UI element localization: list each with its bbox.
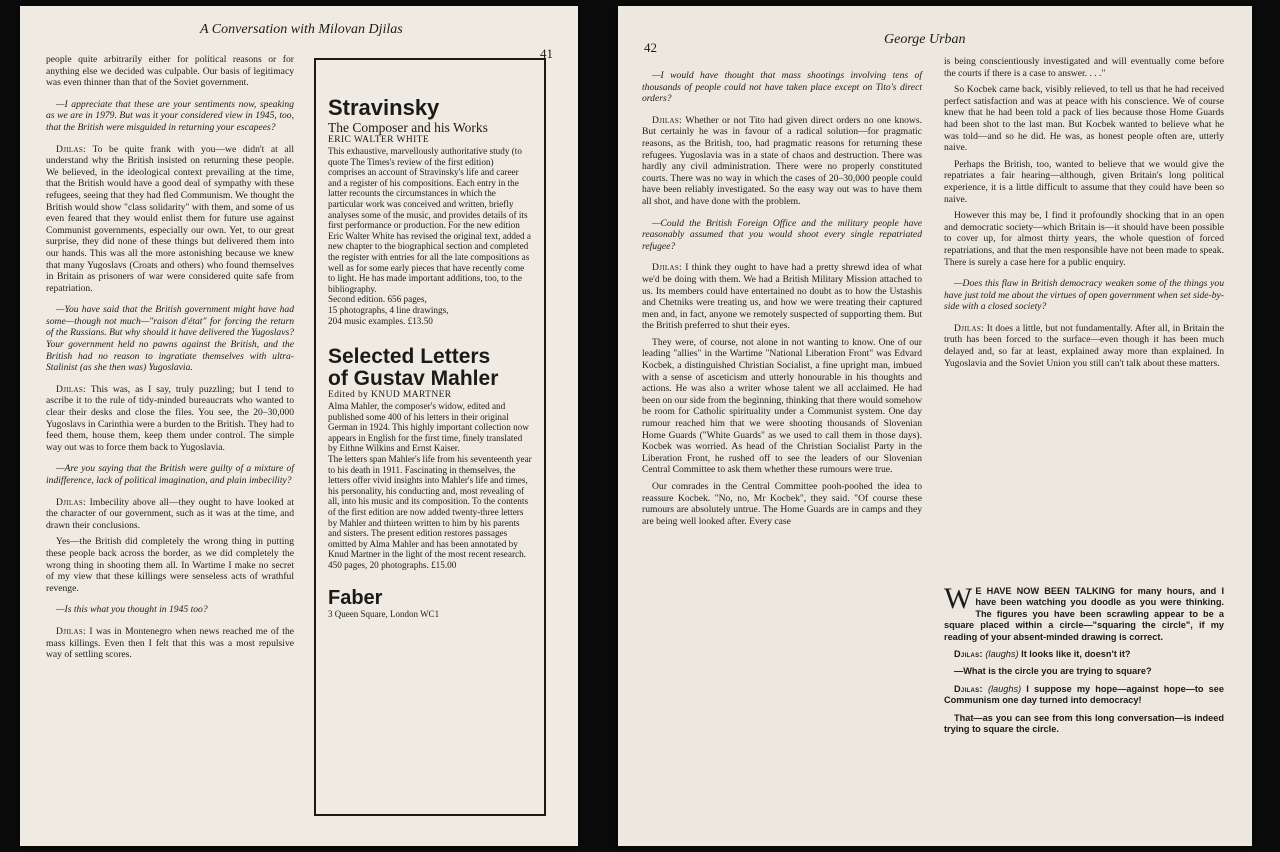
- answer-paragraph: [46, 497, 294, 532]
- closing-intro: [944, 582, 1224, 643]
- closing-exchanges: [944, 649, 1224, 735]
- exchange-text: —What is the circle you are trying to square?: [954, 666, 1152, 677]
- paragraph-text: I was in Montenegro when news reached me of the mass killings. Even then I felt that this was a most repulsive way of settling scores.: [46, 625, 294, 661]
- ad-body-stravinsky: [328, 146, 532, 326]
- interviewer-question: [46, 463, 294, 486]
- speaker-label: Djilas:: [954, 649, 983, 660]
- answer-paragraph: [642, 481, 922, 527]
- speaker-label: Djilas:: [56, 625, 86, 637]
- interviewer-question: [46, 304, 294, 374]
- ad-title-mahler: [328, 346, 532, 390]
- ad-subtitle-stravinsky: The Composer and his Works: [328, 120, 488, 135]
- paragraph-text: Our comrades in the Central Committee pooh-poohed the idea to reassure Kocbek. "No, no, Mr Kocbek", they said. "Of course these rumours are absolutely untrue. The Home Guards are in camps and they are being well looked after. Every case: [642, 481, 922, 527]
- ad-author-stravinsky: ERIC WALTER WHITE: [328, 135, 430, 145]
- page-number: 41: [540, 46, 553, 61]
- paragraph-text: To be quite frank with you—we didn't at all understand why the British insisted on returning these people. We believed, in the ideological context prevailing at the time, that the British would have a good deal of sympathy with these refugees, seeing that they had fled Communism. We thought the British would show "class solidarity" with them, and some of us even feared that they would enlist them for future use against Communist governments, especially our own. Yet, to our great surprise, they did none of these things but delivered them into our hands. This was all the more astonishing because we knew that many Yugoslavs (Croats and others) who found themselves in Britain as prisoners of war were considered quite safe from repatriation.: [46, 143, 295, 294]
- left-page: [20, 6, 578, 846]
- paragraph-text: This was, as I say, truly puzzling; but I tend to ascribe it to the rule of tidy-minded bureaucrats who wanted to clear their desks and close the files. You see, the 20–30,000 Yugoslavs in Carinthia were a burden to the British. They had to feed them, house them, keep them under control. The simple way out was to force them back to Yugoslavia.: [46, 383, 294, 453]
- paragraph-text: —I appreciate that these are your sentiments now, speaking as we are in 1979. But was it your considered view in 1945, too, that the British were misguided in returning your escapees?: [46, 98, 294, 133]
- interviewer-question: [642, 218, 922, 253]
- paragraph-text: Perhaps the British, too, wanted to believe that we would give the repatriates a fair hearing—although, given Britain's long political experience, it is a little difficult to assume that they could have been so naive.: [944, 158, 1224, 205]
- ad-details: 450 pages, 20 photographs. £15.00: [328, 560, 457, 570]
- paragraph-text: people quite arbitrarily either for political reasons or for anything else we decided was culpable. Our basis of legitimacy was even thinner than that of the Soviet government.: [46, 54, 294, 89]
- paragraph-text: is being conscientiously investigated and will eventually come before the courts if there is a case to answer. . . .": [944, 56, 1224, 79]
- right-page: [618, 6, 1252, 846]
- page-number: 42: [644, 40, 657, 55]
- closing-exchange: [944, 649, 1224, 660]
- closing-exchange: [944, 684, 1224, 707]
- speaker-label: Djilas:: [954, 322, 984, 334]
- interviewer-question: [46, 99, 294, 134]
- answer-paragraph: [944, 56, 1224, 79]
- paragraph-text: —Is this what you thought in 1945 too?: [56, 604, 208, 616]
- ad-description-1: Alma Mahler, the composer's widow, edited and published some 400 of his letters in their original German in 1924. This highly important collection now appears in English for the first time, finely translated by Eithne Wilkins and Ernst Kaiser.: [328, 401, 529, 454]
- speaker-label: Djilas:: [652, 262, 682, 274]
- speaker-label: Djilas:: [56, 143, 86, 155]
- speaker-label: Djilas:: [56, 496, 86, 508]
- publisher-address: 3 Queen Square, London WC1: [328, 608, 440, 619]
- faber-advertisement: [314, 58, 546, 816]
- ad-body-mahler: [328, 401, 532, 571]
- paragraph-text: —Are you saying that the British were guilty of a mixture of indifference, lack of political imagination, and plain imbecility?: [46, 463, 294, 486]
- speaker-label: Djilas:: [56, 383, 86, 395]
- paragraph-text: —Does this flaw in British democracy weaken some of the things you have just told me about the virtues of open government when set side-by-side with a closed society?: [944, 278, 1224, 313]
- speaker-label: Djilas:: [652, 114, 682, 126]
- right-article-column-1: [642, 60, 922, 532]
- paragraph-text: So Kocbek came back, visibly relieved, to tell us that he had received perfect satisfaction and was at peace with his conscience. We of course knew that he had been told a pack of lies because those Home Guards had been shot to the last man. But Kocbek wanted to believe what he was told—and so he did. He was, as honest people often are, utterly naive.: [944, 84, 1224, 154]
- closing-exchange: [944, 713, 1224, 736]
- ad-price: 204 music examples. £13.50: [328, 315, 433, 326]
- running-head: A Conversation with Milovan Djilas: [200, 22, 403, 37]
- answer-paragraph: [944, 323, 1224, 369]
- interviewer-question: [642, 70, 922, 105]
- ad-editor-mahler: Edited by KNUD MARTNER: [328, 390, 452, 401]
- ad-title-mahler-line2: of Gustav Mahler: [328, 367, 499, 391]
- ad-title-stravinsky: Stravinsky: [328, 95, 440, 120]
- answer-paragraph: [642, 337, 922, 476]
- answer-paragraph: [46, 536, 294, 594]
- drop-cap: W: [944, 582, 973, 615]
- speaker-label: Djilas:: [954, 683, 983, 694]
- answer-paragraph: [46, 54, 294, 89]
- paragraph-text: Whether or not Tito had given direct orders no one knows. But certainly he was in favour of a radical solution—for pragmatic reasons, as the British, too, had pragmatic reasons for returning these refugees. Yugoslavia was in a state of chaos and destruction. There was hardly any civil administration. There were no properly constituted courts. There was no way in which the cases of 20–30,000 people could have been reliably investigated. So the easy way out was to have them all shot, and have done with the problem.: [642, 114, 922, 207]
- interviewer-question: [46, 604, 294, 616]
- stage-direction: (laughs): [987, 683, 1022, 694]
- paragraph-text: Yes—the British did completely the wrong thing in putting these people back across the border, as we did completely the wrong thing in shooting them all. In Wartime I make no secret of my view that these killings were senseless acts of wrathful revenge.: [46, 536, 294, 594]
- right-article-column-2: [944, 56, 1224, 374]
- exchange-text: It looks like it, doesn't it?: [1021, 649, 1131, 660]
- ad-description-2: The letters span Mahler's life from his seventeenth year to his death in 1911. Fascinating in themselves, the letters offer vivid insights into Mahler's life and times, his personality, his conducting and, most revealing of all, into his music and its composition. To the contents of the first edition are now added twenty-three letters by Mahler and thirteen written to him by his parents and sisters. The present edition restores passages omitted by Alma Mahler and has been annotated by Knud Martner in the light of the most recent research.: [328, 454, 532, 560]
- answer-paragraph: [46, 626, 294, 661]
- closing-section: [944, 582, 1224, 741]
- paragraph-text: Imbecility above all—they ought to have looked at the character of our government, such as it was at the time, and drawn their conclusions.: [46, 496, 294, 531]
- publisher-name: Faber: [328, 586, 383, 609]
- left-article-column: [46, 54, 294, 666]
- paragraph-text: However this may be, I find it profoundly shocking that in an open and democratic society—which Britain is—it should have been possible to cover up, for almost thirty years, the whole question of forced repatriations, and that the men responsible have not been made to speak. There is surely a case here for a public enquiry.: [944, 210, 1224, 268]
- exchange-text: That—as you can see from this long conversation—is indeed trying to square the circle.: [944, 712, 1224, 735]
- closing-exchange: [944, 666, 1224, 677]
- answer-paragraph: [642, 262, 922, 332]
- paragraph-text: I think they ought to have had a pretty shrewd idea of what we'd be doing with them. We had a British Military Mission attached to us. Its members could have entertained no doubt as to how the Ustashis and Chetniks were treating us, and how we were treating their captured men and, in fact, anyone we remotely suspected of supporting them. But the British preferred to shut their eyes.: [642, 262, 922, 332]
- ad-edition: Second edition. 656 pages,: [328, 294, 427, 305]
- ad-title-mahler-line1: Selected Letters: [328, 345, 491, 369]
- answer-paragraph: [944, 159, 1224, 205]
- answer-paragraph: [46, 144, 294, 295]
- paragraph-text: They were, of course, not alone in not wanting to know. One of our leading "allies" in the Wartime "National Liberation Front" was Edvard Kocbek, a distinguished Christian Socialist, a fine upright man, imbued with a sense of asceticism and utterly honourable in his thoughts and actions. He was also a writer whose talent we all acclaimed. He had been on our side from the beginning, thinking that there would somehow be room for Catholic spirituality under a Communist system. One day rumour reached him that we were shooting thousands of Slovenian Home Guards ("White Guards" as we used to call them in those days). Kocbek was worried. As head of the Christian Socialist Party in the Liberation Front, he rushed off to see the leaders of our Slovenian Central Committee to ask them whether these rumours were true.: [642, 336, 922, 476]
- answer-paragraph: [46, 384, 294, 454]
- answer-paragraph: [642, 115, 922, 208]
- paragraph-text: It does a little, but not fundamentally. After all, in Britain the truth has been forced to the surface—even though it has been much delayed and, so far at least, explained away more than explained. In Yugoslavia and the Soviet Union you still can't talk about these matters.: [944, 322, 1224, 369]
- paragraph-text: —Could the British Foreign Office and the military people have reasonably assumed that you would shoot every single repatriated refugee?: [642, 217, 922, 252]
- paragraph-text: —I would have thought that mass shootings involving tens of thousands of people could not have taken place except on Tito's direct orders?: [642, 70, 922, 105]
- ad-illustrations: 15 photographs, 4 line drawings,: [328, 304, 449, 315]
- exchange-text: I suppose my hope—against hope—to see Communism one day turned into democracy!: [944, 683, 1224, 706]
- ad-description: This exhaustive, marvellously authoritative study (to quote The Times's review of the first edition) comprises an account of Stravinsky's life and career and a register of his compositions. Each entry in the latter recounts the circumstances in which the particular work was conceived and written, briefly analyses some of the music, and provides details of its first performance or production. For the new edition Eric Walter White has revised the original text, added a new chapter to the biographical section and completed the register with entries for all the late compositions as well as for some early pieces that have recently come to light. He has made important additions, too, to the bibliography.: [328, 146, 532, 294]
- closing-intro-text: E HAVE NOW BEEN TALKING for many hours, and I have been watching you doodle as you were thinking. The figures you have been scrawling appear to be a square placed within a circle—"squaring the circle", if my reading of your absent-minded drawing is correct.: [944, 586, 1224, 642]
- answer-paragraph: [944, 84, 1224, 154]
- running-head: George Urban: [884, 32, 966, 47]
- stage-direction: (laughs): [985, 649, 1019, 660]
- interviewer-question: [944, 278, 1224, 313]
- answer-paragraph: [944, 210, 1224, 268]
- paragraph-text: —You have said that the British government might have had some—though not much—"raison d'état" for forcing the return of the Russians. But why should it have delivered the Yugoslavs? Your government held no pawns against the British, and the British had no reason to ingratiate themselves with ultra-Stalinist (as she then was) Yugoslavia.: [46, 304, 294, 374]
